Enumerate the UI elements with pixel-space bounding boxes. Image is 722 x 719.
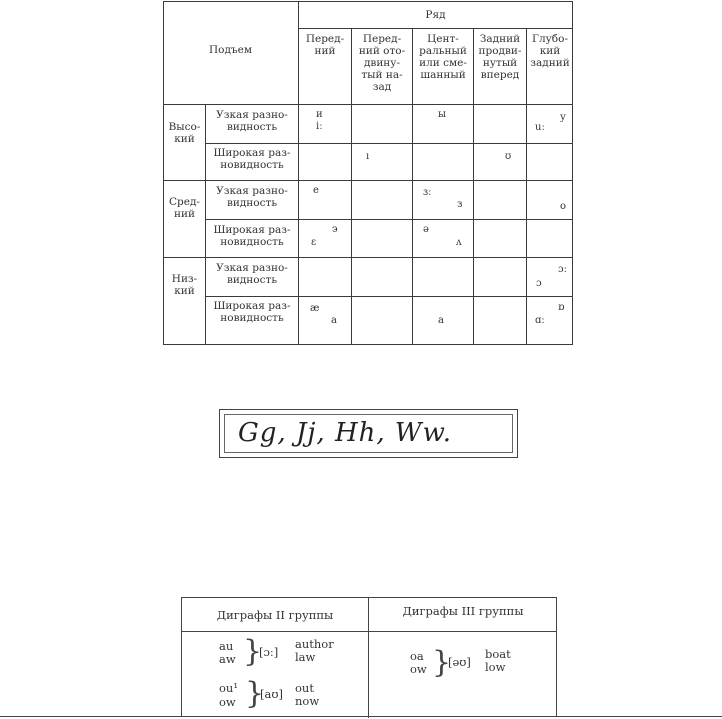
- phoneme: ə: [423, 224, 429, 235]
- digraph-table: [181, 597, 557, 717]
- phoneme: iː: [316, 121, 323, 132]
- digraph-letter: oa: [410, 649, 424, 663]
- digraph-letter: ow: [410, 662, 427, 676]
- digraph-header-2: Диграфы II группы: [216, 608, 334, 622]
- row-label: Широкая раз- новидность: [213, 147, 291, 171]
- row-header: Ряд: [425, 9, 446, 21]
- digraph-letter: aw: [219, 652, 236, 666]
- group-label: Сред- ний: [169, 196, 200, 220]
- phoneme: ɒ: [558, 302, 565, 313]
- row-label: Узкая разно- видность: [216, 185, 288, 209]
- phoneme: æ: [310, 303, 320, 314]
- row-label: Узкая разно- видность: [216, 109, 288, 133]
- group-label: Высо- кий: [168, 121, 201, 145]
- row-label: Узкая разно- видность: [216, 262, 288, 286]
- script-sample-text: Gg, Jj, Hh, Ww.: [238, 418, 453, 448]
- digraph-sound: [ɔː]: [259, 645, 279, 659]
- phoneme: ɜː: [423, 187, 432, 198]
- brace-icon: }: [432, 645, 452, 680]
- vowel-table: [0, 0, 722, 350]
- column-header: Глубо- кий задний: [530, 33, 570, 69]
- digraph-word: law: [295, 650, 316, 664]
- group-label: Низ- кий: [171, 273, 198, 297]
- digraph-letter: ow: [219, 695, 236, 709]
- row-label: Широкая раз- новидность: [213, 224, 291, 248]
- digraph-word: out: [295, 681, 314, 695]
- brace-icon: }: [245, 676, 265, 711]
- phoneme: ы: [438, 109, 446, 120]
- phoneme: е: [313, 185, 319, 196]
- phoneme: у: [560, 112, 566, 123]
- phoneme: uː: [535, 122, 545, 133]
- digraph-word: low: [485, 660, 506, 674]
- row-label: Широкая раз- новидность: [213, 300, 291, 324]
- digraph-word: now: [295, 694, 320, 708]
- corner-header: Подъем: [208, 44, 252, 56]
- phoneme: э: [332, 224, 338, 235]
- digraph-sound: [əʊ]: [448, 655, 471, 669]
- phoneme: з: [457, 199, 463, 210]
- digraph-word: author: [295, 637, 334, 651]
- digraph-sound: [aʊ]: [260, 687, 283, 701]
- phoneme: о: [560, 201, 567, 212]
- digraph-letter: ou¹: [219, 681, 238, 695]
- phoneme: ı: [366, 151, 370, 162]
- phoneme: ɑː: [535, 315, 545, 326]
- phoneme: ʊ: [505, 151, 512, 162]
- digraph-word: boat: [485, 647, 511, 661]
- phoneme: и: [316, 109, 323, 120]
- phoneme: ɔ: [536, 278, 542, 289]
- column-header: Задний продви- нутый вперед: [478, 33, 522, 81]
- page-bottom-rule: [0, 716, 722, 717]
- phoneme: а: [438, 315, 444, 326]
- brace-icon: }: [243, 634, 263, 669]
- script-sample-box: [219, 409, 518, 458]
- column-header: Цент- ральный или сме- шанный: [419, 33, 467, 81]
- phoneme: ɛ: [311, 237, 317, 248]
- column-header: Перед- ний: [305, 33, 345, 57]
- phoneme: ɔː: [558, 264, 567, 275]
- phoneme: ʌ: [456, 237, 462, 248]
- digraph-header-3: Диграфы III группы: [402, 604, 524, 618]
- column-header: Перед- ний ото- двину- тый на- зад: [358, 33, 406, 93]
- digraph-letter: au: [219, 639, 234, 653]
- phoneme: а: [331, 315, 337, 326]
